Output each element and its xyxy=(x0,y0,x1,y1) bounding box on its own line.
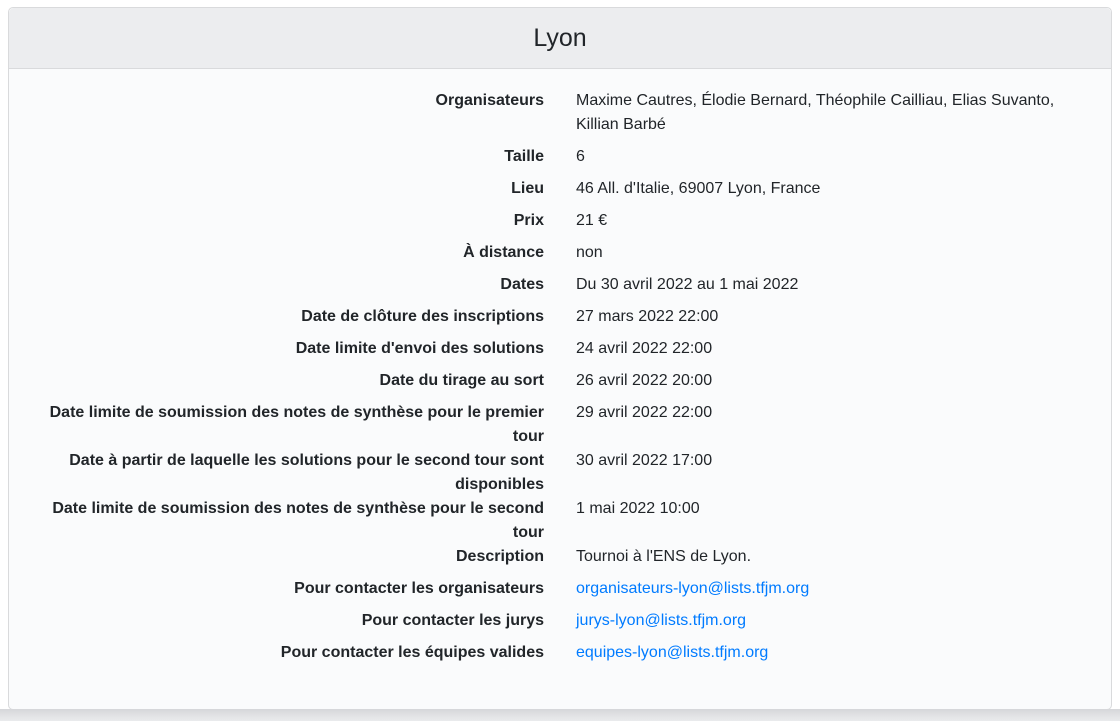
field-value: 30 avril 2022 17:00 xyxy=(576,452,713,469)
field-value: 26 avril 2022 20:00 xyxy=(576,372,713,389)
footer-strip xyxy=(0,709,1120,721)
page-title: Lyon xyxy=(533,24,587,52)
field-value: 6 xyxy=(576,148,585,165)
field-label: Taille xyxy=(504,148,544,165)
field-value xyxy=(560,641,1091,665)
tournament-card xyxy=(8,7,1112,710)
field-label: Date limite de soumission des notes de synthèse pour le premier tour xyxy=(49,404,544,445)
field-value xyxy=(560,577,1091,601)
field-label: Date limite de soumission des notes de synthèse pour le second tour xyxy=(52,500,544,541)
card-body xyxy=(9,69,1111,709)
field-label: Pour contacter les jurys xyxy=(361,612,544,629)
field-label: Prix xyxy=(513,212,544,229)
field-label: Date du tirage au sort xyxy=(379,372,544,389)
field-value: 24 avril 2022 22:00 xyxy=(576,340,713,357)
field-label: Lieu xyxy=(511,180,544,197)
field-label: Organisateurs xyxy=(435,92,544,109)
field-label: Date à partir de laquelle les solutions pour le second tour sont disponibles xyxy=(69,452,544,493)
field-label: À distance xyxy=(463,244,544,261)
card-header xyxy=(9,8,1111,69)
field-label: Dates xyxy=(500,276,544,293)
email-link[interactable]: jurys-lyon@lists.tfjm.org xyxy=(576,612,747,629)
field-value: 46 All. d'Italie, 69007 Lyon, France xyxy=(576,180,821,197)
field-value: Tournoi à l'ENS de Lyon. xyxy=(576,548,752,565)
field-value: non xyxy=(576,244,603,261)
field-label: Pour contacter les équipes valides xyxy=(280,644,544,661)
field-label: Date limite d'envoi des solutions xyxy=(295,340,544,357)
field-value: 21 € xyxy=(576,212,608,229)
field-value: Maxime Cautres, Élodie Bernard, Théophile Cailliau, Elias Suvanto, Killian Barbé xyxy=(576,92,1055,133)
field-value: 1 mai 2022 10:00 xyxy=(576,500,700,517)
field-value: Du 30 avril 2022 au 1 mai 2022 xyxy=(576,276,799,293)
email-link[interactable]: equipes-lyon@lists.tfjm.org xyxy=(576,644,769,661)
field-label: Date de clôture des inscriptions xyxy=(301,308,544,325)
field-value: 29 avril 2022 22:00 xyxy=(576,404,713,421)
field-label: Pour contacter les organisateurs xyxy=(294,580,544,597)
email-link[interactable]: organisateurs-lyon@lists.tfjm.org xyxy=(576,580,810,597)
field-value xyxy=(560,609,1091,633)
detail-list xyxy=(29,89,1091,673)
field-label: Description xyxy=(455,548,544,565)
field-value: 27 mars 2022 22:00 xyxy=(576,308,719,325)
